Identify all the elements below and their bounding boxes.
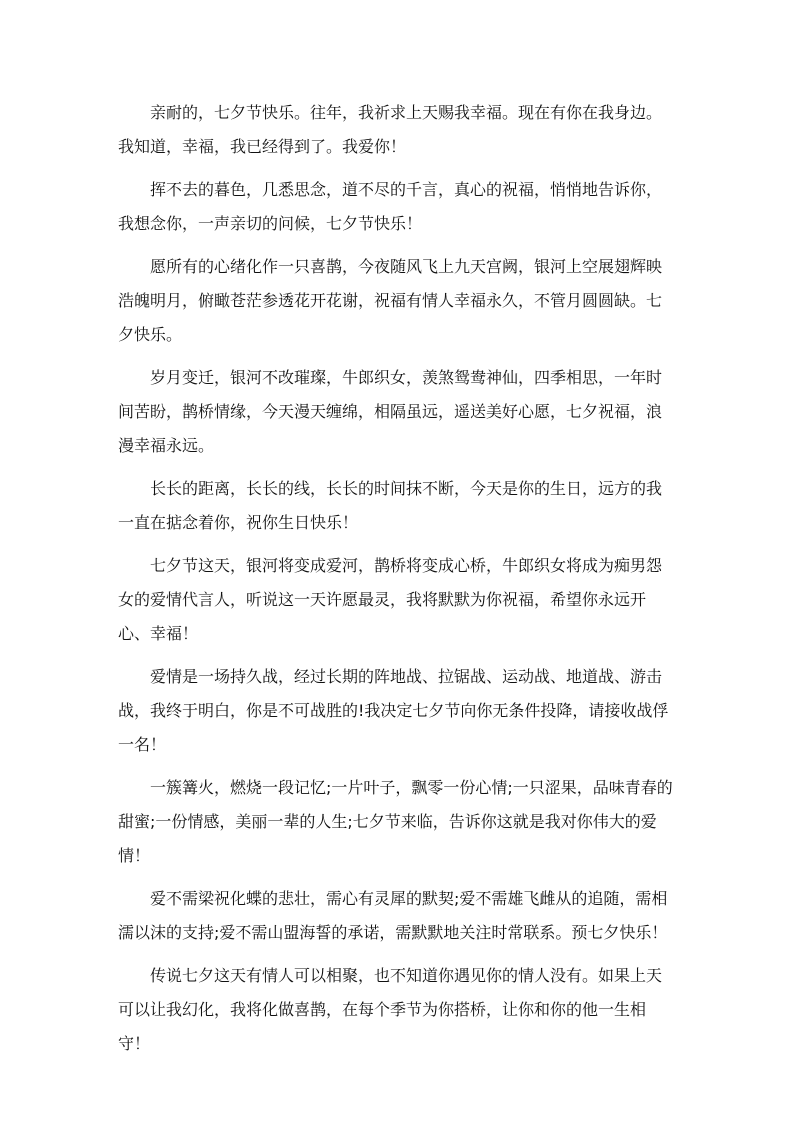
paragraph: 愿所有的心绪化作一只喜鹊，今夜随风飞上九天宫阙，银河上空展翅辉映浩魄明月，俯瞰苍茫参透花开花谢，祝福有情人幸福永久，不管月圆圆缺。七夕快乐。: [118, 257, 663, 344]
paragraph: 一簇篝火，燃烧一段记忆;一片叶子，飘零一份心情;一只涩果，品味青春的甜蜜;一份情感，美丽一辈的人生;七夕节来临，告诉你这就是我对你伟大的爱情！: [118, 778, 673, 865]
document-page: [118, 96, 674, 1070]
paragraph: 爱不需梁祝化蝶的悲壮，需心有灵犀的默契;爱不需雄飞雌从的追随，需相濡以沫的支持;爱不需山盟海誓的承诺，需默默地关注时常联系。预七夕快乐！: [118, 889, 668, 942]
paragraph: 七夕节这天，银河将变成爱河，鹊桥将变成心桥，牛郎织女将成为痴男怨女的爱情代言人，听说这一天许愿最灵，我将默默为你祝福，希望你永远开心、幸福！: [118, 556, 663, 643]
paragraph: 亲耐的，七夕节快乐。往年，我祈求上天赐我幸福。现在有你在我身边。我知道，幸福，我已经得到了。我爱你！: [118, 103, 663, 156]
paragraph: 岁月变迁，银河不改璀璨，牛郎织女，羡煞鸳鸯神仙，四季相思，一年时间苦盼，鹊桥情缘，今天漫天缠绵，相隔虽远，遥送美好心愿，七夕祝福，浪漫幸福永远。: [118, 368, 663, 455]
paragraph: 爱情是一场持久战，经过长期的阵地战、拉锯战、运动战、地道战、游击战，我终于明白，你是不可战胜的!我决定七夕节向你无条件投降，请接收战俘一名！: [118, 667, 669, 754]
paragraph: 传说七夕这天有情人可以相聚，也不知道你遇见你的情人没有。如果上天可以让我幻化，我将化做喜鹊，在每个季节为你搭桥，让你和你的他一生相守！: [118, 966, 663, 1053]
paragraph: 长长的距离，长长的线，长长的时间抹不断，今天是你的生日，远方的我一直在掂念着你，祝你生日快乐！: [118, 479, 663, 532]
paragraph: 挥不去的暮色，几悉思念，道不尽的千言，真心的祝福，悄悄地告诉你，我想念你，一声亲切的问候，七夕节快乐！: [118, 180, 663, 233]
